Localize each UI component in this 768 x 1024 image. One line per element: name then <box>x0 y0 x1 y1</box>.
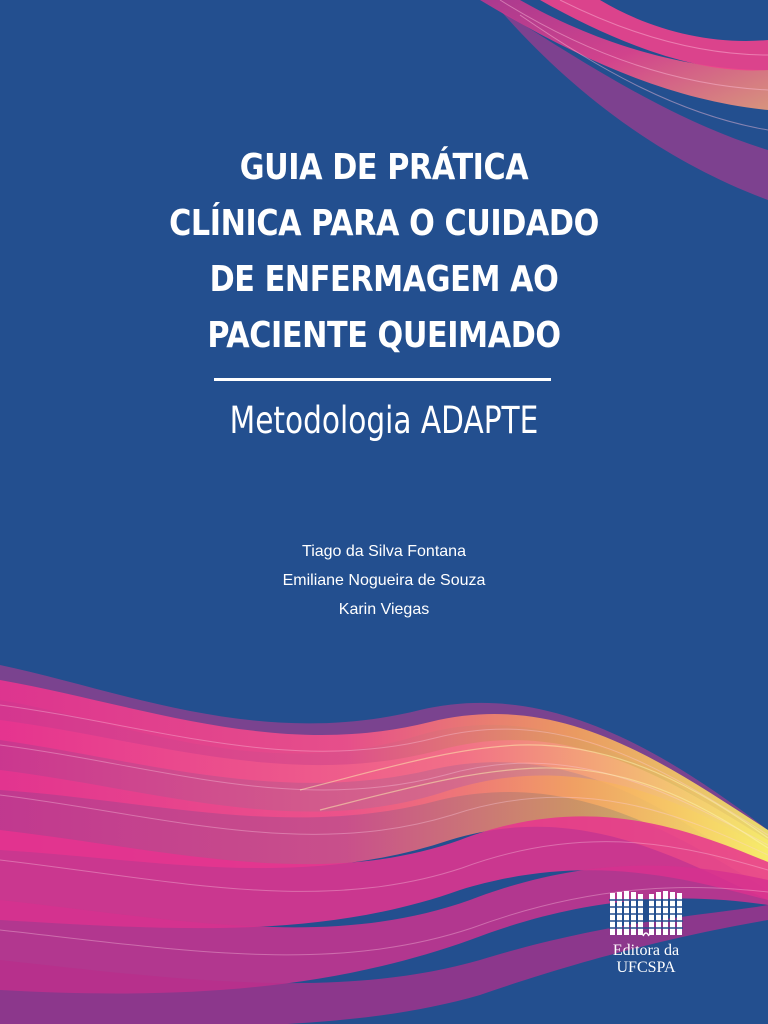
book-title-line: GUIA DE PRÁTICA <box>239 147 529 188</box>
book-title <box>132 140 636 364</box>
book-title-line: PACIENTE QUEIMADO <box>207 315 561 356</box>
author-name: Emiliane Nogueira de Souza <box>282 572 486 589</box>
book-title-line: DE ENFERMAGEM AO <box>209 259 559 300</box>
title-divider <box>214 378 551 381</box>
publisher-block <box>598 890 694 976</box>
publisher-logo-icon <box>609 890 683 938</box>
book-title-line: CLÍNICA PARA O CUIDADO <box>169 203 599 244</box>
publisher-name-line: Editora da <box>612 942 680 959</box>
author-name: Tiago da Silva Fontana <box>302 543 466 560</box>
book-subtitle: Metodologia ADAPTE <box>229 399 539 442</box>
publisher-name-line: UFCSPA <box>616 959 676 976</box>
author-name: Karin Viegas <box>338 601 430 618</box>
author-list <box>184 537 584 624</box>
